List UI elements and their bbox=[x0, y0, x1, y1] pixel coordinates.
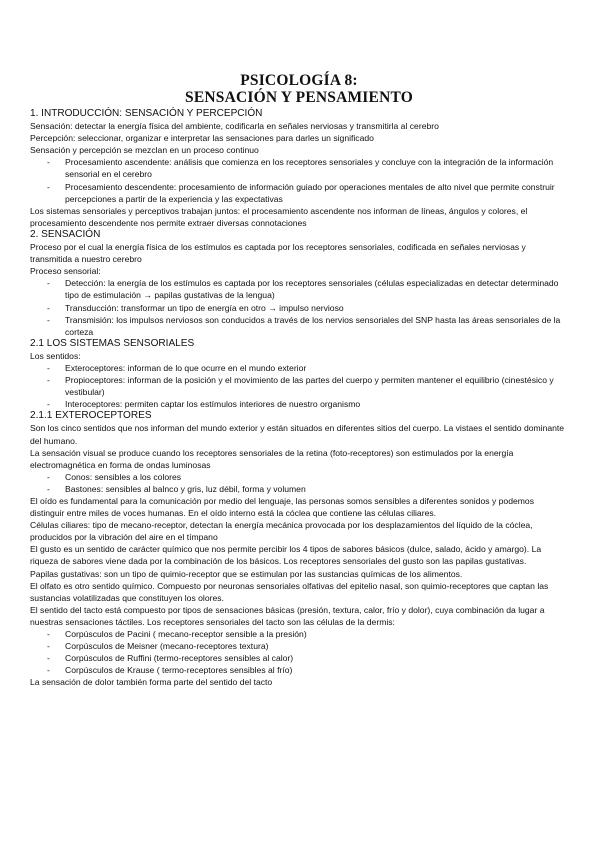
list-item: - Transducción: transformar un tipo de energía en otro → impulso nervioso bbox=[30, 302, 568, 314]
paragraph: Sensación y percepción se mezclan en un proceso continuo bbox=[30, 145, 259, 156]
section-exteroceptores bbox=[30, 410, 568, 688]
paragraph: Células ciliares: tipo de mecano-receptor, detectan la energía mecánica provocada por los desplazamientos del líquido de la cóclea, producidos por la vibración del aire en el tímpano bbox=[30, 520, 533, 543]
paragraph: Percepción: seleccionar, organizar e interpretar las sensaciones para darles un significado bbox=[30, 133, 374, 144]
list-item: - Transmisión: los impulsos nerviosos son conducidos a través de los nervios sensoriales del SNP hasta las áreas sensoriales de la corteza bbox=[30, 314, 568, 338]
section-introduccion bbox=[30, 108, 568, 229]
paragraph: Los sistemas sensoriales y perceptivos trabajan juntos: el procesamiento ascendente nos informan de líneas, ángulos y colores, el procesamiento descendente nos permite extraer diversas connotaciones bbox=[30, 205, 528, 228]
bullet-list bbox=[30, 471, 568, 495]
list-item: - Corpúsculos de Meisner (mecano-receptores textura) bbox=[30, 640, 568, 652]
section-sensacion bbox=[30, 229, 568, 338]
list-item: - Interoceptores: permiten captar los estímulos interiores de nuestro organismo bbox=[30, 398, 568, 410]
list-item: - Conos: sensibles a los colores bbox=[30, 471, 568, 483]
list-item: - Corpúsculos de Krause ( termo-receptores sensibles al frío) bbox=[30, 664, 568, 676]
paragraph: Papilas gustativas: son un tipo de quimio-receptor que se estimulan por las sustancias químicas de los alimentos. bbox=[30, 568, 463, 579]
section-heading: 2.1.1 EXTEROCEPTORES bbox=[30, 410, 152, 422]
section-sistemas-sensoriales bbox=[30, 338, 568, 411]
paragraph: Proceso sensorial: bbox=[30, 266, 101, 277]
section-heading: 1. INTRODUCCIÓN: SENSACIÓN Y PERCEPCIÓN bbox=[30, 108, 263, 119]
bullet-list bbox=[30, 277, 568, 337]
paragraph: El olfato es otro sentido químico. Compuesto por neuronas sensoriales olfativas del epitelio nasal, son quimio-receptores que captan las sustancias volatilizadas que constituyen los olores. bbox=[30, 580, 549, 603]
bullet-list bbox=[30, 628, 568, 676]
document-title: PSICOLOGÍA 8: bbox=[240, 72, 358, 89]
paragraph: El oído es fundamental para la comunicación por medio del lenguaje, las personas somos sensibles a diferentes sonidos y podemos distinguir entre miles de voces humanas. En el oído interno está la cóclea que contiene las células ciliares. bbox=[30, 496, 534, 519]
list-item: - Corpúsculos de Pacini ( mecano-receptor sensible a la presión) bbox=[30, 628, 568, 640]
list-item: - Exteroceptores: informan de lo que ocurre en el mundo exterior bbox=[30, 362, 568, 374]
paragraph: Proceso por el cual la energía física de los estímulos es captada por los receptores sensoriales, codificada en señales nerviosas y transmitida a nuestro cerebro bbox=[30, 242, 526, 265]
list-item: - Corpúsculos de Ruffini (termo-receptores sensibles al calor) bbox=[30, 652, 568, 664]
section-heading: 2.1 LOS SISTEMAS SENSORIALES bbox=[30, 337, 195, 349]
paragraph: Los sentidos: bbox=[30, 350, 81, 361]
bullet-list bbox=[30, 156, 568, 204]
paragraph: Son los cinco sentidos que nos informan del mundo exterior y están situados en diferentes sitios del cuerpo. La vistaes el sentido dominante del humano. bbox=[30, 423, 565, 446]
list-item: - Procesamiento ascendente: análisis que comienza en los receptores sensoriales y concluye con la integración de la información sensorial en el cerebro bbox=[30, 156, 568, 180]
list-item: - Propioceptores: informan de la posición y el movimiento de las partes del cuerpo y permiten mantener el equilibrio (cinestésico y vestibular) bbox=[30, 374, 568, 398]
bullet-list bbox=[30, 362, 568, 410]
list-item: - Bastones: sensibles al balnco y gris, luz débil, forma y volumen bbox=[30, 483, 568, 495]
paragraph: Sensación: detectar la energía física del ambiente, codificarla en señales nerviosas y transmitirla al cerebro bbox=[30, 121, 439, 132]
paragraph: El gusto es un sentido de carácter químico que nos permite percibir los 4 tipos de sabores básicos (dulce, salado, ácido y amargo). La riqueza de sabores viene dada por la combinación de los básicos. Los receptores sensoriales del gusto son las papilas gustativas. bbox=[30, 544, 542, 567]
list-item: - Procesamiento descendente: procesamiento de información guiado por operaciones mentales de alto nivel que permite construir percepciones a partir de la experiencia y las expectativas bbox=[30, 181, 568, 205]
paragraph: La sensación de dolor también forma parte del sentido del tacto bbox=[30, 677, 273, 688]
paragraph: La sensación visual se produce cuando los receptores sensoriales de la retina (foto-receptores) son estimulados por la energía electromagnética en forma de ondas luminosas bbox=[30, 447, 514, 470]
paragraph: El sentido del tacto está compuesto por tipos de sensaciones básicas (presión, textura, calor, frío y dolor), cuya combinación da lugar a nuestras sensaciones táctiles. Los receptores sensoriales del tacto son las células de la dermis: bbox=[30, 604, 545, 627]
document-subtitle: SENSACIÓN Y PENSAMIENTO bbox=[185, 89, 413, 106]
section-heading: 2. SENSACIÓN bbox=[30, 228, 101, 240]
list-item: - Detección: la energía de los estímulos es captada por los receptores sensoriales (células especializadas en detectar determinado tipo de estimulación → papilas gustativas de la lengua) bbox=[30, 277, 568, 301]
